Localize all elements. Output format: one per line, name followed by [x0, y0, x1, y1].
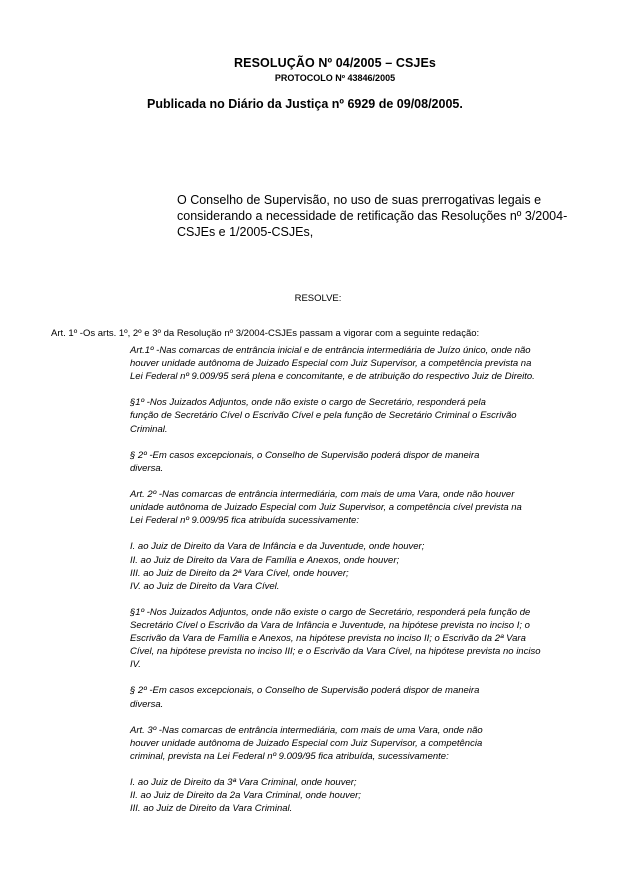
- paragraph-line: houver unidade autônoma de Juizado Especial com Juiz Supervisor, a competência prevista na: [130, 358, 532, 370]
- paragraph-line: Criminal.: [130, 423, 168, 435]
- intro-line: considerando a necessidade de retificação das Resoluções nº 3/2004-: [177, 209, 568, 223]
- paragraph-line: criminal, prevista na Lei Federal nº 9.009/95 fica atribuída, sucessivamente:: [130, 750, 449, 762]
- resolve-text: RESOLVE:: [294, 293, 342, 304]
- paragraph-line: diversa.: [130, 462, 164, 474]
- paragraph-line: Lei Federal nº 9.009/95 será plena e concomitante, e de atribuição do respectivo Juiz de Direito.: [130, 371, 535, 383]
- paragraph-line: I. ao Juiz de Direito da Vara de Infância e da Juventude, onde houver;: [130, 541, 425, 553]
- body-paragraph: [130, 776, 590, 815]
- intro-line: CSJEs e 1/2005-CSJEs,: [177, 225, 314, 239]
- paragraph-line: I. ao Juiz de Direito da 3ª Vara Criminal, onde houver;: [130, 777, 357, 789]
- paragraph-line: §1º -Nos Juizados Adjuntos, onde não existe o cargo de Secretário, responderá pela: [130, 397, 486, 409]
- paragraph-line: função de Secretário Cível o Escrivão Cível e pela função de Secretário Criminal o Escrivão: [130, 410, 517, 422]
- publication-note: Publicada no Diário da Justiça nº 6929 de 09/08/2005.: [147, 97, 463, 111]
- paragraph-line: IV.: [130, 659, 141, 671]
- body-paragraph: [130, 724, 590, 763]
- paragraph-line: Art.1º -Nas comarcas de entrância inicial e de entrância intermediária de Juízo único, onde não: [130, 345, 531, 356]
- body-paragraph: [130, 449, 590, 475]
- paragraph-line: houver unidade autônoma de Juizado Especial com Juiz Supervisor, a competência: [130, 737, 483, 749]
- body-paragraph: [130, 344, 590, 383]
- paragraph-line: diversa.: [130, 698, 164, 710]
- paragraph-line: IV. ao Juiz de Direito da Vara Cível.: [130, 580, 280, 592]
- resolve-heading: [0, 293, 620, 304]
- body-paragraph: [130, 606, 590, 671]
- protocol-number: [0, 73, 620, 83]
- protocol-text: PROTOCOLO Nº 43846/2005: [274, 73, 396, 83]
- paragraph-line: Art. 3º -Nas comarcas de entrância intermediária, com mais de uma Vara, onde não: [130, 724, 483, 736]
- article-1-heading: Art. 1º -Os arts. 1º, 2º e 3º da Resolução nº 3/2004-CSJEs passam a vigorar com a seguinte redação:: [51, 328, 480, 339]
- paragraph-line: Secretário Cível o Escrivão da Vara de Infância e Juventude, na hipótese prevista no inciso I; o: [130, 619, 530, 631]
- body-paragraph: [130, 488, 590, 527]
- title-text: RESOLUÇÃO Nº 04/2005 – CSJEs: [234, 56, 436, 70]
- body-paragraph: [130, 540, 590, 592]
- document-title: [0, 56, 620, 70]
- paragraph-line: Lei Federal nº 9.009/95 fica atribuída sucessivamente:: [130, 515, 359, 527]
- paragraph-line: II. ao Juiz de Direito da 2a Vara Criminal, onde houver;: [130, 790, 361, 802]
- paragraph-line: Cível, na hipótese prevista no inciso III; e o Escrivão da Vara Cível, na hipótese prevista no inciso: [130, 646, 541, 658]
- paragraph-line: Art. 2º -Nas comarcas de entrância intermediária, com mais de uma Vara, onde não houver: [130, 489, 515, 501]
- intro-paragraph: [177, 192, 577, 240]
- body-paragraph: [130, 684, 590, 710]
- paragraph-line: § 2º -Em casos excepcionais, o Conselho de Supervisão poderá dispor de maneira: [130, 685, 480, 697]
- paragraph-line: § 2º -Em casos excepcionais, o Conselho de Supervisão poderá dispor de maneira: [130, 449, 480, 461]
- intro-line: O Conselho de Supervisão, no uso de suas prerrogativas legais e: [177, 193, 542, 207]
- paragraph-line: §1º -Nos Juizados Adjuntos, onde não existe o cargo de Secretário, responderá pela função de: [130, 606, 531, 618]
- paragraph-line: II. ao Juiz de Direito da Vara de Família e Anexos, onde houver;: [130, 554, 400, 566]
- paragraph-line: unidade autônoma de Juizado Especial com Juiz Supervisor, a competência cível prevista na: [130, 502, 522, 514]
- paragraph-line: Escrivão da Vara de Família e Anexos, na hipótese prevista no inciso II; o Escrivão da 2ª Vara: [130, 633, 526, 645]
- paragraph-line: III. ao Juiz de Direito da Vara Criminal.: [130, 803, 293, 815]
- resolution-body: [130, 344, 590, 828]
- body-paragraph: [130, 396, 590, 435]
- paragraph-line: III. ao Juiz de Direito da 2ª Vara Cível, onde houver;: [130, 567, 349, 579]
